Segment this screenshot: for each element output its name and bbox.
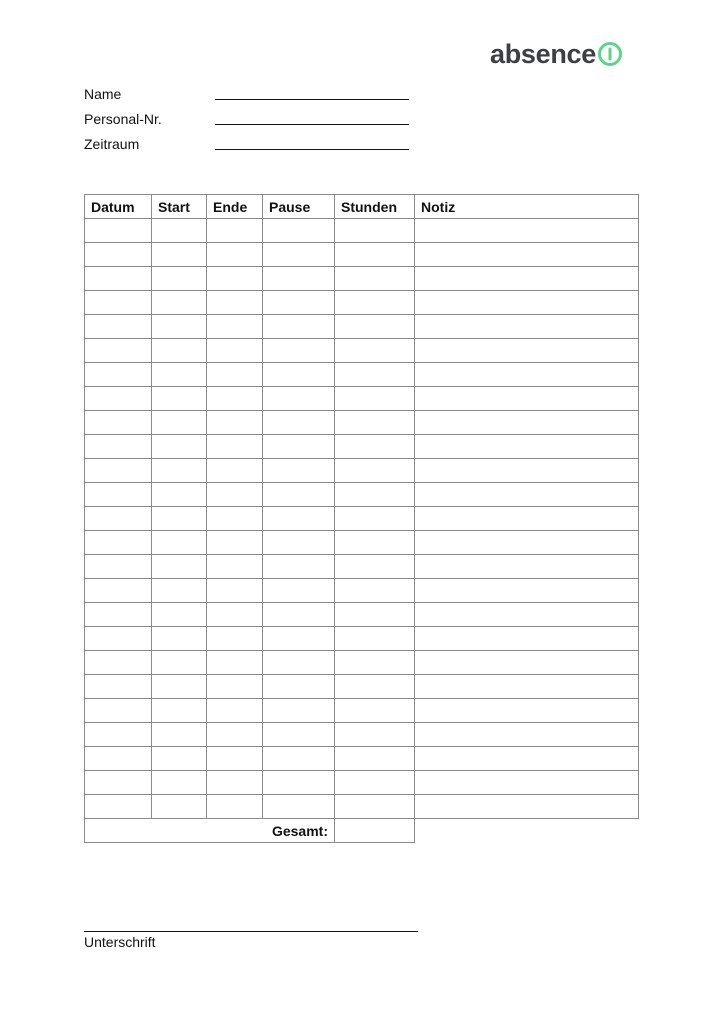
cell-date[interactable] [85, 411, 152, 435]
cell-date[interactable] [85, 627, 152, 651]
table-row [85, 579, 639, 603]
cell-note[interactable] [415, 603, 639, 627]
absence-logo [490, 36, 623, 72]
cell-date[interactable] [85, 675, 152, 699]
cell-note[interactable] [415, 771, 639, 795]
period-field-line[interactable] [215, 149, 409, 150]
cell-date[interactable] [85, 339, 152, 363]
cell-hours[interactable] [335, 675, 415, 699]
cell-break[interactable] [263, 387, 335, 411]
cell-break[interactable] [263, 507, 335, 531]
column-header-break: Pause [263, 195, 335, 219]
cell-date[interactable] [85, 603, 152, 627]
total-hours-cell[interactable] [335, 819, 415, 843]
cell-start[interactable] [152, 363, 207, 387]
name-label: Name [84, 86, 122, 102]
cell-start[interactable] [152, 579, 207, 603]
table-row [85, 507, 639, 531]
table-row [85, 555, 639, 579]
cell-hours[interactable] [335, 747, 415, 771]
column-header-hours: Stunden [335, 195, 415, 219]
cell-start[interactable] [152, 675, 207, 699]
column-header-end: Ende [207, 195, 263, 219]
cell-end[interactable] [207, 579, 263, 603]
cell-note[interactable] [415, 579, 639, 603]
total-label: Gesamt: [85, 819, 335, 843]
cell-end[interactable] [207, 531, 263, 555]
cell-date[interactable] [85, 435, 152, 459]
table-row [85, 747, 639, 771]
table-row [85, 459, 639, 483]
cell-end[interactable] [207, 627, 263, 651]
table-row [85, 267, 639, 291]
cell-break[interactable] [263, 675, 335, 699]
cell-note[interactable] [415, 555, 639, 579]
cell-break[interactable] [263, 459, 335, 483]
cell-start[interactable] [152, 387, 207, 411]
cell-hours[interactable] [335, 795, 415, 819]
cell-break[interactable] [263, 747, 335, 771]
cell-note[interactable] [415, 387, 639, 411]
table-row [85, 363, 639, 387]
cell-date[interactable] [85, 555, 152, 579]
cell-hours[interactable] [335, 603, 415, 627]
cell-hours[interactable] [335, 387, 415, 411]
cell-date[interactable] [85, 315, 152, 339]
cell-hours[interactable] [335, 723, 415, 747]
cell-note[interactable] [415, 291, 639, 315]
cell-note[interactable] [415, 795, 639, 819]
cell-break[interactable] [263, 483, 335, 507]
cell-start[interactable] [152, 411, 207, 435]
cell-date[interactable] [85, 267, 152, 291]
table-row [85, 243, 639, 267]
cell-end[interactable] [207, 411, 263, 435]
cell-end[interactable] [207, 795, 263, 819]
cell-end[interactable] [207, 651, 263, 675]
cell-end[interactable] [207, 315, 263, 339]
cell-end[interactable] [207, 387, 263, 411]
cell-start[interactable] [152, 627, 207, 651]
cell-date[interactable] [85, 699, 152, 723]
cell-start[interactable] [152, 459, 207, 483]
cell-note[interactable] [415, 627, 639, 651]
cell-hours[interactable] [335, 459, 415, 483]
table-row [85, 531, 639, 555]
table-row [85, 483, 639, 507]
cell-date[interactable] [85, 291, 152, 315]
column-header-start: Start [152, 195, 207, 219]
cell-date[interactable] [85, 531, 152, 555]
signature-label: Unterschrift [84, 934, 156, 950]
cell-date[interactable] [85, 579, 152, 603]
cell-hours[interactable] [335, 363, 415, 387]
cell-start[interactable] [152, 603, 207, 627]
cell-break[interactable] [263, 771, 335, 795]
cell-start[interactable] [152, 771, 207, 795]
cell-end[interactable] [207, 459, 263, 483]
cell-date[interactable] [85, 219, 152, 243]
table-row [85, 699, 639, 723]
cell-end[interactable] [207, 771, 263, 795]
cell-hours[interactable] [335, 291, 415, 315]
cell-start[interactable] [152, 219, 207, 243]
table-row [85, 627, 639, 651]
cell-hours[interactable] [335, 267, 415, 291]
cell-end[interactable] [207, 267, 263, 291]
cell-start[interactable] [152, 747, 207, 771]
cell-hours[interactable] [335, 579, 415, 603]
cell-start[interactable] [152, 435, 207, 459]
cell-hours[interactable] [335, 651, 415, 675]
cell-break[interactable] [263, 339, 335, 363]
cell-note[interactable] [415, 411, 639, 435]
cell-hours[interactable] [335, 315, 415, 339]
cell-break[interactable] [263, 627, 335, 651]
cell-end[interactable] [207, 363, 263, 387]
cell-note[interactable] [415, 243, 639, 267]
table-row [85, 603, 639, 627]
cell-note[interactable] [415, 339, 639, 363]
cell-break[interactable] [263, 699, 335, 723]
name-field-line[interactable] [215, 99, 409, 100]
cell-date[interactable] [85, 387, 152, 411]
cell-break[interactable] [263, 435, 335, 459]
cell-hours[interactable] [335, 627, 415, 651]
cell-hours[interactable] [335, 771, 415, 795]
cell-break[interactable] [263, 603, 335, 627]
cell-start[interactable] [152, 243, 207, 267]
cell-break[interactable] [263, 219, 335, 243]
personnel-number-field-line[interactable] [215, 124, 409, 125]
cell-start[interactable] [152, 267, 207, 291]
cell-break[interactable] [263, 267, 335, 291]
table-row [85, 339, 639, 363]
cell-end[interactable] [207, 675, 263, 699]
total-row [85, 819, 639, 843]
cell-note[interactable] [415, 699, 639, 723]
table-row [85, 771, 639, 795]
table-row [85, 435, 639, 459]
cell-start[interactable] [152, 483, 207, 507]
cell-break[interactable] [263, 651, 335, 675]
period-label: Zeitraum [84, 136, 140, 152]
cell-hours[interactable] [335, 411, 415, 435]
cell-end[interactable] [207, 339, 263, 363]
cell-end[interactable] [207, 291, 263, 315]
cell-break[interactable] [263, 315, 335, 339]
cell-start[interactable] [152, 531, 207, 555]
cell-end[interactable] [207, 435, 263, 459]
cell-start[interactable] [152, 723, 207, 747]
table-row [85, 651, 639, 675]
cell-hours[interactable] [335, 339, 415, 363]
cell-date[interactable] [85, 243, 152, 267]
cell-end[interactable] [207, 243, 263, 267]
cell-note[interactable] [415, 723, 639, 747]
signature-line[interactable] [84, 931, 418, 932]
cell-end[interactable] [207, 723, 263, 747]
cell-date[interactable] [85, 507, 152, 531]
cell-date[interactable] [85, 795, 152, 819]
cell-start[interactable] [152, 507, 207, 531]
cell-start[interactable] [152, 291, 207, 315]
cell-hours[interactable] [335, 219, 415, 243]
column-header-date: Datum [85, 195, 152, 219]
cell-note[interactable] [415, 483, 639, 507]
cell-date[interactable] [85, 363, 152, 387]
cell-end[interactable] [207, 555, 263, 579]
cell-hours[interactable] [335, 507, 415, 531]
cell-date[interactable] [85, 723, 152, 747]
cell-note[interactable] [415, 675, 639, 699]
table-row [85, 291, 639, 315]
cell-hours[interactable] [335, 483, 415, 507]
table-row [85, 723, 639, 747]
cell-start[interactable] [152, 339, 207, 363]
cell-start[interactable] [152, 699, 207, 723]
cell-hours[interactable] [335, 555, 415, 579]
cell-date[interactable] [85, 459, 152, 483]
table-row [85, 675, 639, 699]
cell-start[interactable] [152, 795, 207, 819]
cell-break[interactable] [263, 555, 335, 579]
cell-break[interactable] [263, 291, 335, 315]
cell-hours[interactable] [335, 699, 415, 723]
cell-end[interactable] [207, 603, 263, 627]
cell-note[interactable] [415, 435, 639, 459]
cell-start[interactable] [152, 651, 207, 675]
personnel-number-label: Personal-Nr. [84, 111, 162, 127]
cell-note[interactable] [415, 363, 639, 387]
table-row [85, 411, 639, 435]
cell-end[interactable] [207, 483, 263, 507]
cell-hours[interactable] [335, 243, 415, 267]
cell-break[interactable] [263, 723, 335, 747]
cell-break[interactable] [263, 243, 335, 267]
table-row [85, 315, 639, 339]
cell-date[interactable] [85, 771, 152, 795]
table-header-row [85, 195, 639, 219]
cell-note[interactable] [415, 267, 639, 291]
cell-start[interactable] [152, 315, 207, 339]
cell-hours[interactable] [335, 435, 415, 459]
cell-end[interactable] [207, 219, 263, 243]
cell-date[interactable] [85, 483, 152, 507]
cell-note[interactable] [415, 459, 639, 483]
cell-note[interactable] [415, 531, 639, 555]
cell-note[interactable] [415, 315, 639, 339]
power-icon [597, 41, 623, 67]
cell-end[interactable] [207, 507, 263, 531]
cell-note[interactable] [415, 507, 639, 531]
cell-break[interactable] [263, 363, 335, 387]
cell-note[interactable] [415, 651, 639, 675]
cell-break[interactable] [263, 579, 335, 603]
column-header-note: Notiz [415, 195, 639, 219]
cell-start[interactable] [152, 555, 207, 579]
table-row [85, 387, 639, 411]
cell-end[interactable] [207, 747, 263, 771]
table-row [85, 219, 639, 243]
timesheet-table [84, 194, 639, 843]
total-row-spacer [415, 819, 639, 843]
cell-hours[interactable] [335, 531, 415, 555]
cell-end[interactable] [207, 699, 263, 723]
cell-break[interactable] [263, 795, 335, 819]
cell-break[interactable] [263, 531, 335, 555]
cell-note[interactable] [415, 219, 639, 243]
cell-note[interactable] [415, 747, 639, 771]
table-body [85, 219, 639, 843]
cell-break[interactable] [263, 411, 335, 435]
table-row [85, 795, 639, 819]
cell-date[interactable] [85, 747, 152, 771]
cell-date[interactable] [85, 651, 152, 675]
logo-text: absence [490, 39, 596, 69]
